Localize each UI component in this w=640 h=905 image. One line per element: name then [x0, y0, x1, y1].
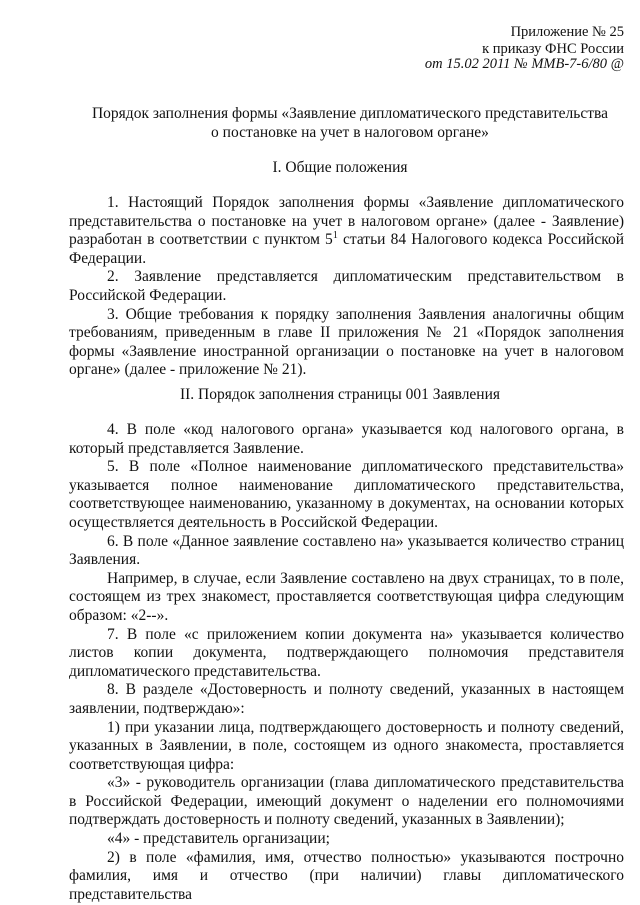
section-1-heading: I. Общие положения — [272, 159, 408, 176]
paragraph-6-example: Например, в случае, если Заявление составлено на двух страницах, то в поле, состоящем из трех знакомест, проставляется соответствующая цифра следующим образом: «2--». — [69, 569, 624, 624]
paragraph-8: 8. В разделе «Достоверность и полноту сведений, указанных в настоящем заявлении, подтверждаю»: — [69, 681, 624, 717]
document-title-line-2: о постановке на учет в налоговом органе» — [211, 124, 489, 141]
paragraph-2: 2. Заявление представляется дипломатическим представительством в Российской Федерации. — [69, 268, 624, 304]
section-2-heading: II. Порядок заполнения страницы 001 Заявления — [179, 386, 501, 403]
paragraph-6: 6. В поле «Данное заявление составлено на» указывается количество страниц Заявления. — [69, 532, 624, 569]
paragraph-8-item-2: 2) в поле «фамилия, имя, отчество полностью» указываются построчно фамилия, имя и отчество (при наличии) главы дипломатического представительства — [69, 848, 624, 903]
paragraph-3: 3. Общие требования к порядку заполнения Заявления аналогичны общим требованиям, приведенным в главе II приложения № 21 «Порядок заполнения формы «Заявление иностранной организации о постановке на учет в налоговом органе» (далее - приложение № 21). — [69, 305, 624, 379]
superscript-1: 1 — [332, 230, 338, 242]
paragraph-8-code-4: «4» - представитель организации; — [107, 830, 330, 848]
paragraph-5: 5. В поле «Полное наименование дипломатического представительства» указывается полное наименование дипломатического представительства, соответствующее наименованию, указанному в документах, на основании которых осуществляется деятельность в Российской Федерации. — [69, 458, 624, 531]
section-1-body — [69, 194, 624, 380]
order-reference: к приказу ФНС России — [482, 41, 624, 57]
paragraph-7: 7. В поле «с приложением копии документа на» указывается количество листов копии документа, подтверждающего полномочия представителя дипломатического представительства. — [69, 625, 624, 680]
paragraph-1: 1. Настоящий Порядок заполнения формы «Заявление дипломатического представительства о постановке на учет в налоговом органе» (далее - Заявление) разработан в соответствии с пунктом $5^1$ статьи 84 Налогового кодекса Российской Федерации. — [69, 194, 624, 267]
section-2-body — [69, 421, 624, 904]
paragraph-8-item-1: 1) при указании лица, подтверждающего достоверность и полноту сведений, указанных в Заявлении, в поле, состоящем из одного знакоместа, проставляется соответствующая цифра: — [69, 718, 624, 773]
paragraph-8-code-3: «3» - руководитель организации (глава дипломатического представительства в Российской Федерации, имеющий документ о наделении его полномочиями подтверждать достоверность и полноту сведений, указанных в Заявлении); — [69, 774, 624, 829]
document-title-line-1: Порядок заполнения формы «Заявление дипломатического представительства — [91, 105, 608, 122]
paragraph-4: 4. В поле «код налогового органа» указывается код налогового органа, в который представляется Заявление. — [69, 421, 624, 457]
order-date-number: от 15.02 2011 № ММВ-7-6/80 @ — [424, 56, 624, 72]
appendix-number: Приложение № 25 — [510, 24, 624, 40]
